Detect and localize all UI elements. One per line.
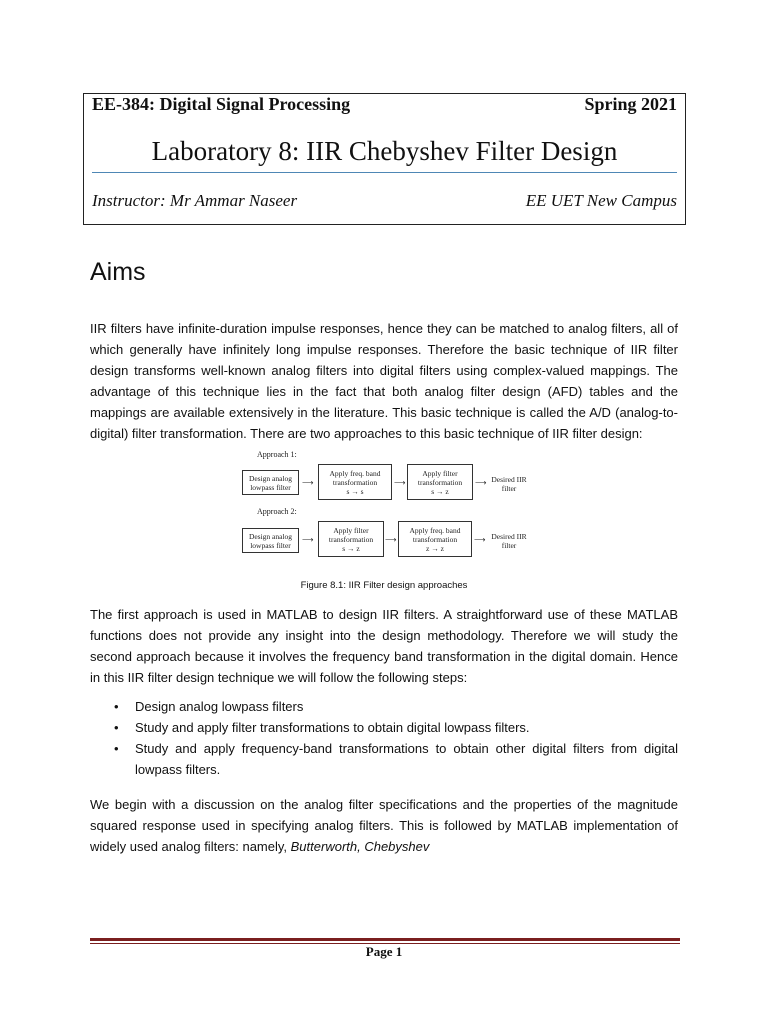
a1-filter-transform-line1: Apply filter (422, 468, 458, 478)
list-item-text: Study and apply filter transformations to obtain digital lowpass filters. (135, 720, 530, 735)
a1-output: Desired IIR filter (491, 475, 527, 493)
list-item-text: Design analog lowpass filters (135, 699, 304, 714)
a2-freq-band-box (398, 521, 472, 557)
a1-design-analog-box (242, 470, 299, 495)
instructor: Instructor: Mr Ammar Naseer (92, 191, 298, 210)
footer-rule-thick (90, 938, 680, 941)
lab-title: Laboratory 8: IIR Chebyshev Filter Design (151, 136, 618, 166)
a2-filter-transform-line2: transformation (328, 534, 374, 544)
a2-filter-transform-box (318, 521, 384, 557)
header-box (83, 93, 686, 225)
a2-arrow-1: ⟶ (302, 535, 314, 544)
a1-arrow-2: ⟶ (394, 478, 406, 487)
a1-filter-transform-line3: s → z (431, 486, 449, 496)
a1-freq-band-box (318, 464, 392, 500)
steps-list (114, 696, 678, 780)
header-divider (92, 172, 677, 173)
approach-1-label: Approach 1: (257, 450, 297, 459)
a1-arrow-3: ⟶ (475, 478, 487, 487)
a1-design-analog-text: Design analog lowpass filter (248, 473, 293, 492)
bullet-icon: • (114, 720, 119, 735)
a2-design-analog-text: Design analog lowpass filter (248, 531, 293, 550)
intro-paragraph: IIR filters have infinite-duration impulse responses, hence they can be matched to analog filters, all of which generally have infinitely long impulse responses. Therefore the basic technique of IIR filter design transforms well-known analog filters into digital filters using complex-valued mappings. The advantage of this technique lies in the fact that both analog filter design (AFD) tables and the mappings are available extensively in the literature. This basic technique is called the A/D (analog-to-digital) filter transformation. There are two approaches to this basic technique of IIR filter design: (90, 321, 678, 441)
bullet-icon: • (114, 699, 119, 714)
a2-filter-transform-line1: Apply filter (333, 525, 369, 535)
section-heading-aims: Aims (90, 258, 146, 286)
list-item-text: Study and apply frequency-band transformations to obtain other digital filters from digital lowpass filters. (135, 741, 678, 777)
a2-output: Desired IIR filter (491, 532, 527, 550)
a1-freq-band-line2: transformation (332, 477, 378, 487)
list-item (114, 696, 678, 717)
a1-filter-transform-line2: transformation (417, 477, 463, 487)
closing-text: We begin with a discussion on the analog filter specifications and the properties of the magnitude squared response used in specifying analog filters. This is followed by MATLAB implementation of widely used analog filters: namely, (90, 797, 678, 854)
closing-paragraph (90, 794, 678, 857)
campus: EE UET New Campus (525, 191, 677, 210)
page-number: Page 1 (365, 944, 403, 959)
list-item (114, 717, 678, 738)
a2-arrow-2: ⟶ (385, 535, 397, 544)
a1-freq-band-line1: Apply freq. band (329, 468, 381, 478)
bullet-icon: • (114, 741, 119, 756)
a2-arrow-3: ⟶ (474, 535, 486, 544)
approach-2-label: Approach 2: (257, 507, 297, 516)
a1-filter-transform-box (407, 464, 473, 500)
a1-freq-band-line3: s → s (346, 486, 364, 496)
course-title: EE-384: Digital Signal Processing (92, 94, 351, 114)
a1-arrow-1: ⟶ (302, 478, 314, 487)
list-item (114, 738, 678, 780)
a2-freq-band-line1: Apply freq. band (409, 525, 461, 535)
approach-paragraph: The first approach is used in MATLAB to design IIR filters. A straightforward use of these MATLAB functions does not provide any insight into the design methodology. Therefore we will study the second approach because it involves the frequency band transformation in the digital domain. Hence in this IIR filter design technique we will follow the following steps: (90, 607, 678, 685)
a2-freq-band-line2: transformation (412, 534, 458, 544)
a2-filter-transform-line3: s → z (342, 543, 360, 553)
design-approaches-figure (238, 448, 538, 563)
term: Spring 2021 (584, 94, 677, 114)
closing-italic-text: Butterworth, Chebyshev (290, 839, 430, 854)
a2-design-analog-box (242, 528, 299, 553)
a2-freq-band-line3: z → z (426, 543, 444, 553)
figure-caption: Figure 8.1: IIR Filter design approaches (300, 580, 468, 591)
